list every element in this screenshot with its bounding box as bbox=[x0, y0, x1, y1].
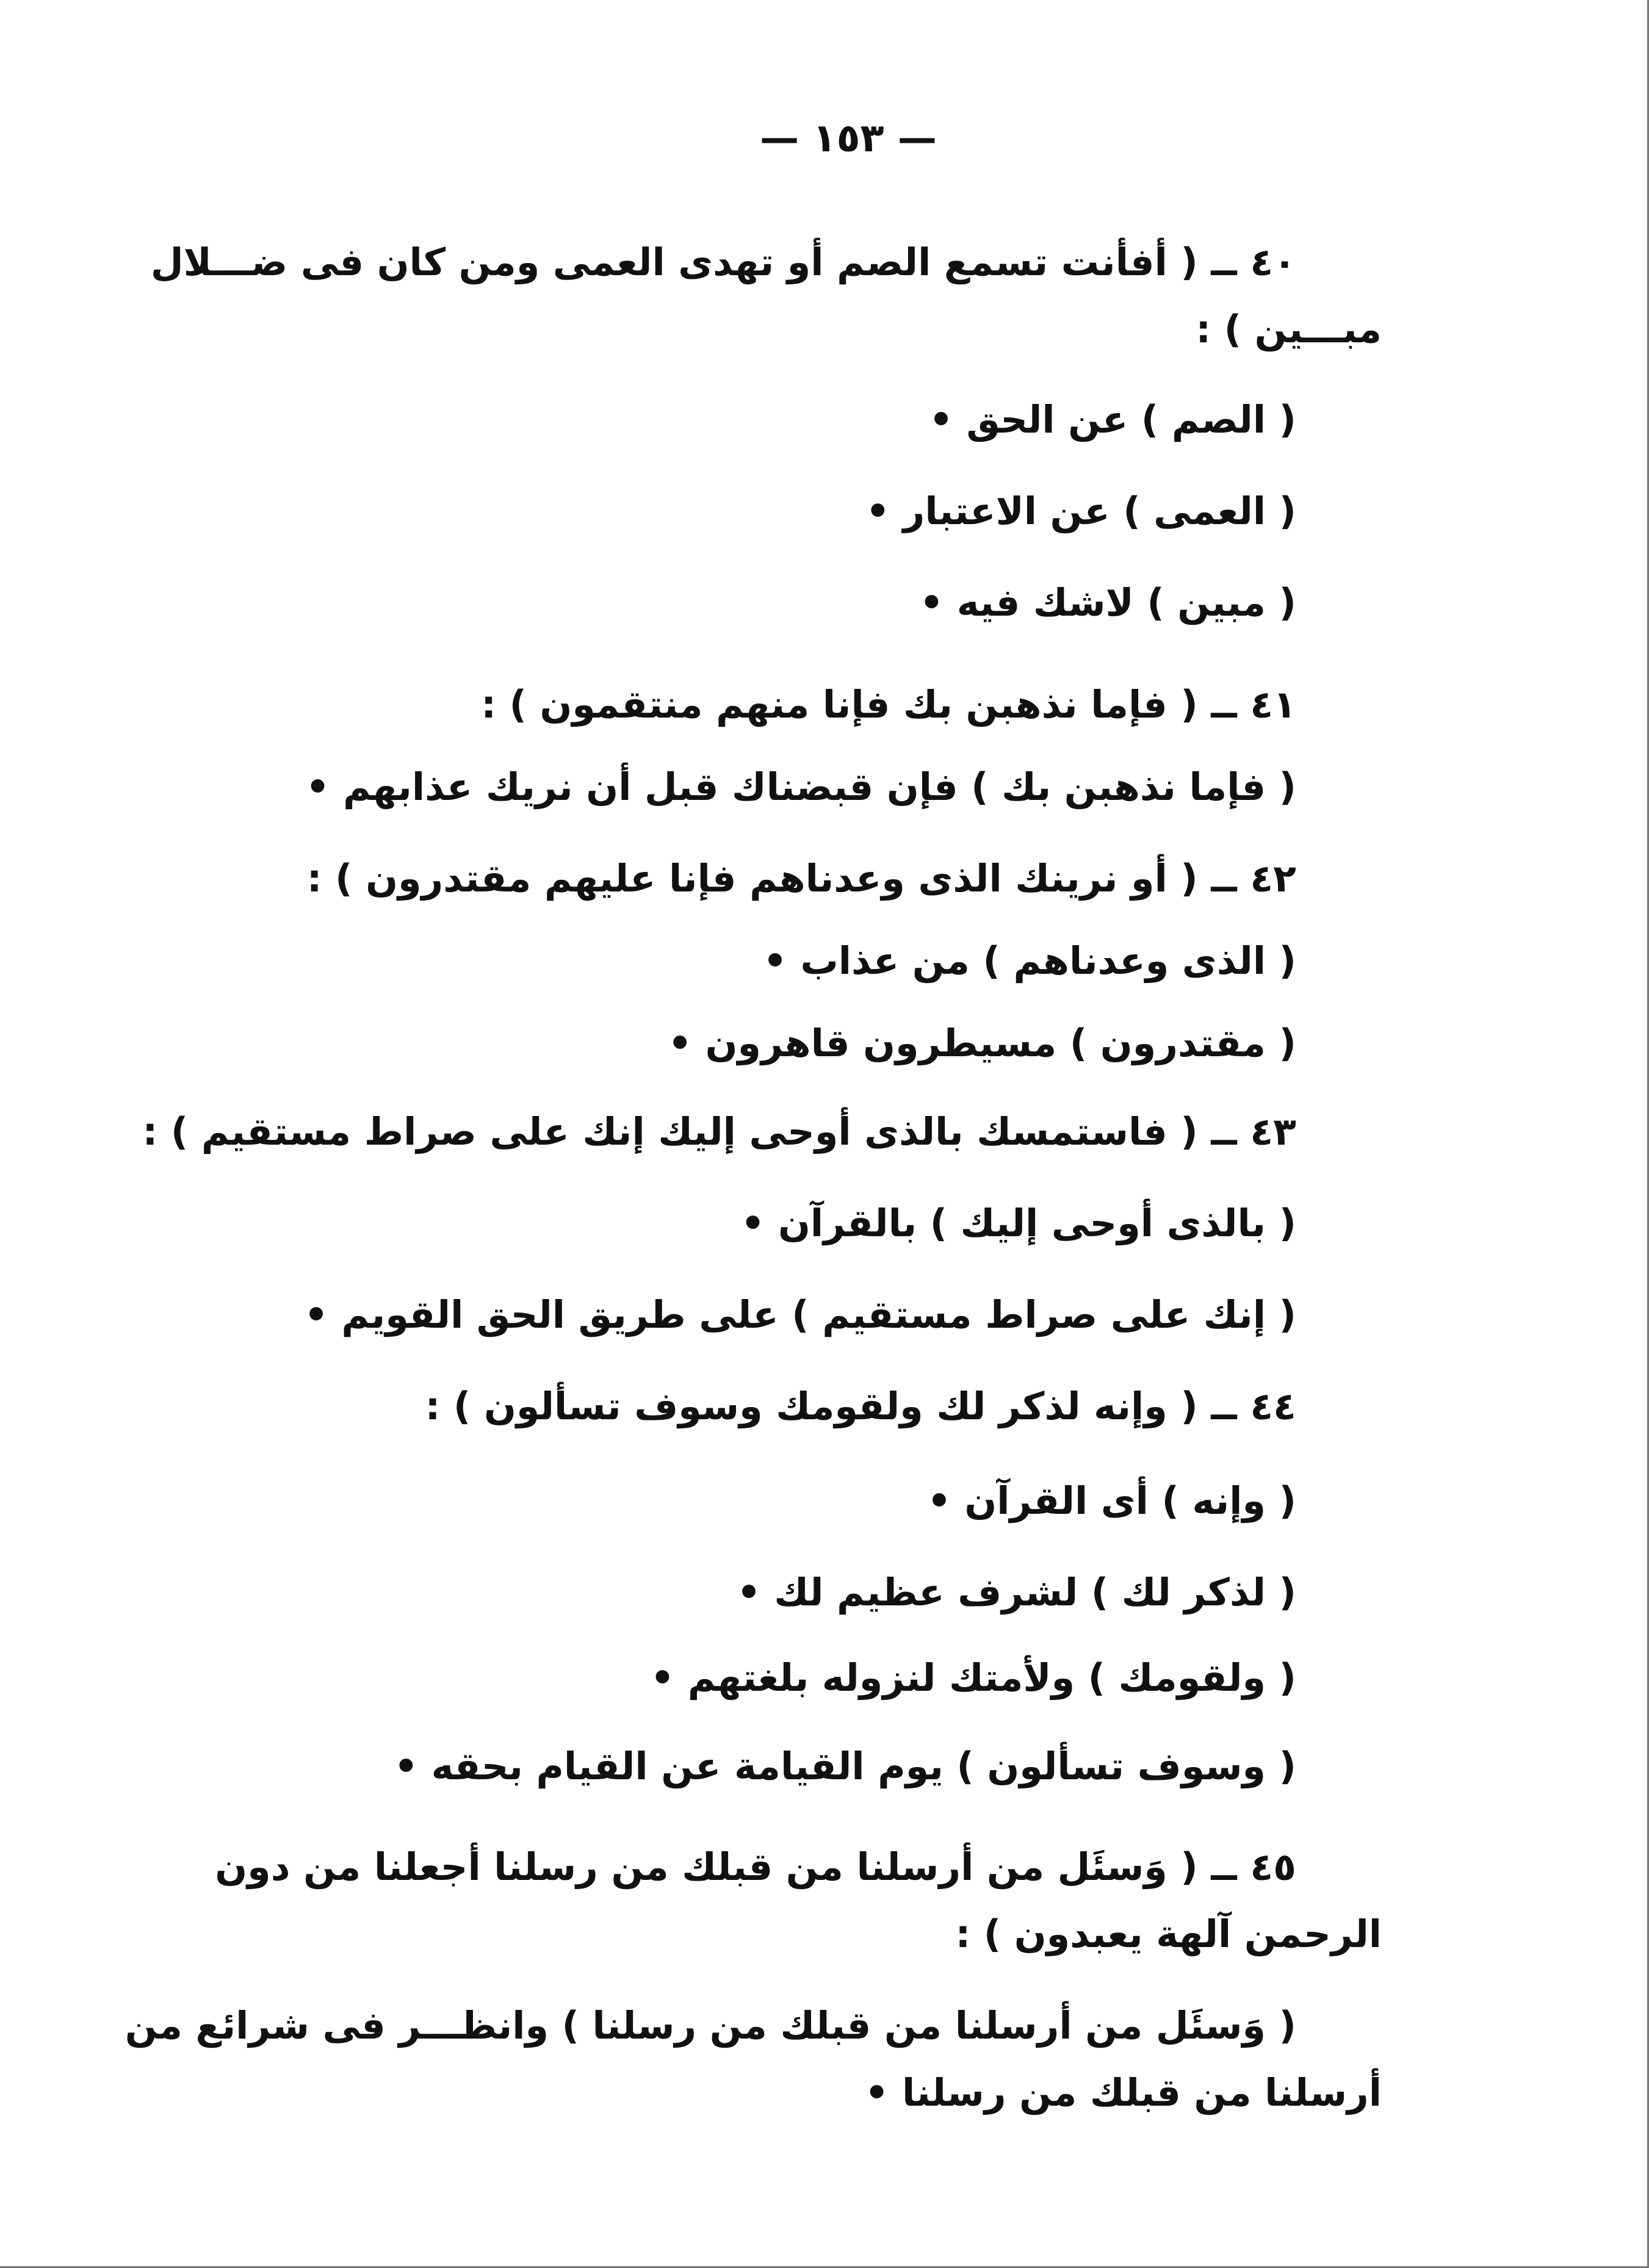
gloss-42-1: ( الذى وعدناهم ) من عذاب • bbox=[763, 938, 1296, 983]
gloss-40-1: ( الصم ) عن الحق • bbox=[929, 397, 1296, 442]
gloss-43-1: ( بالذى أوحى إليك ) بالقرآن • bbox=[740, 1201, 1296, 1245]
verse-40-line-2: مبـــين ) : bbox=[1196, 307, 1382, 351]
gloss-45-line-1: ( وَسئَل من أرسلنا من قبلك من رسلنا ) وانظـــر فى شرائع من bbox=[124, 2003, 1296, 2048]
gloss-44-2: ( لذكر لك ) لشرف عظيم لك • bbox=[737, 1570, 1296, 1615]
verse-41: ٤١ ــ ( فإما نذهبن بك فإنا منهم منتقمون ) : bbox=[481, 682, 1296, 727]
verse-42: ٤٢ ــ ( أو نرينك الذى وعدناهم فإنا عليهم مقتدرون ) : bbox=[306, 856, 1296, 901]
gloss-43-2: ( إنك على صراط مستقيم ) على طريق الحق القويم • bbox=[304, 1292, 1296, 1337]
gloss-42-2: ( مقتدرون ) مسيطرون قاهرون • bbox=[668, 1021, 1296, 1065]
gloss-44-3: ( ولقومك ) ولأمتك لنزوله بلغتهم • bbox=[650, 1655, 1296, 1700]
gloss-40-2: ( العمى ) عن الاعتبار • bbox=[865, 489, 1296, 533]
verse-45-line-2: الرحمن آلهة يعبدون ) : bbox=[955, 1912, 1382, 1956]
verse-40-line-1: ٤٠ ــ ( أفأنت تسمع الصم أو تهدى العمى ومن كان فى ضـــلال bbox=[150, 240, 1296, 284]
gloss-41-1: ( فإما نذهبن بك ) فإن قبضناك قبل أن نريك عذابهم • bbox=[305, 765, 1296, 809]
gloss-44-1: ( وإنه ) أى القرآن • bbox=[927, 1478, 1296, 1523]
gloss-44-4: ( وسوف تسألون ) يوم القيامة عن القيام بحقه • bbox=[394, 1744, 1296, 1788]
verse-44: ٤٤ ــ ( وإنه لذكر لك ولقومك وسوف تسألون ) : bbox=[425, 1384, 1296, 1428]
gloss-45-line-2: أرسلنا من قبلك من رسلنا • bbox=[864, 2070, 1382, 2115]
verse-43: ٤٣ ــ ( فاستمسك بالذى أوحى إليك إنك على صراط مستقيم ) : bbox=[142, 1109, 1296, 1154]
gloss-40-3: ( مبين ) لاشك فيه • bbox=[919, 580, 1296, 625]
verse-45-line-1: ٤٥ ــ ( وَسئَل من أرسلنا من قبلك من رسلنا أجعلنا من دون bbox=[215, 1845, 1296, 1889]
page-number: — ١٥٣ — bbox=[760, 116, 937, 161]
